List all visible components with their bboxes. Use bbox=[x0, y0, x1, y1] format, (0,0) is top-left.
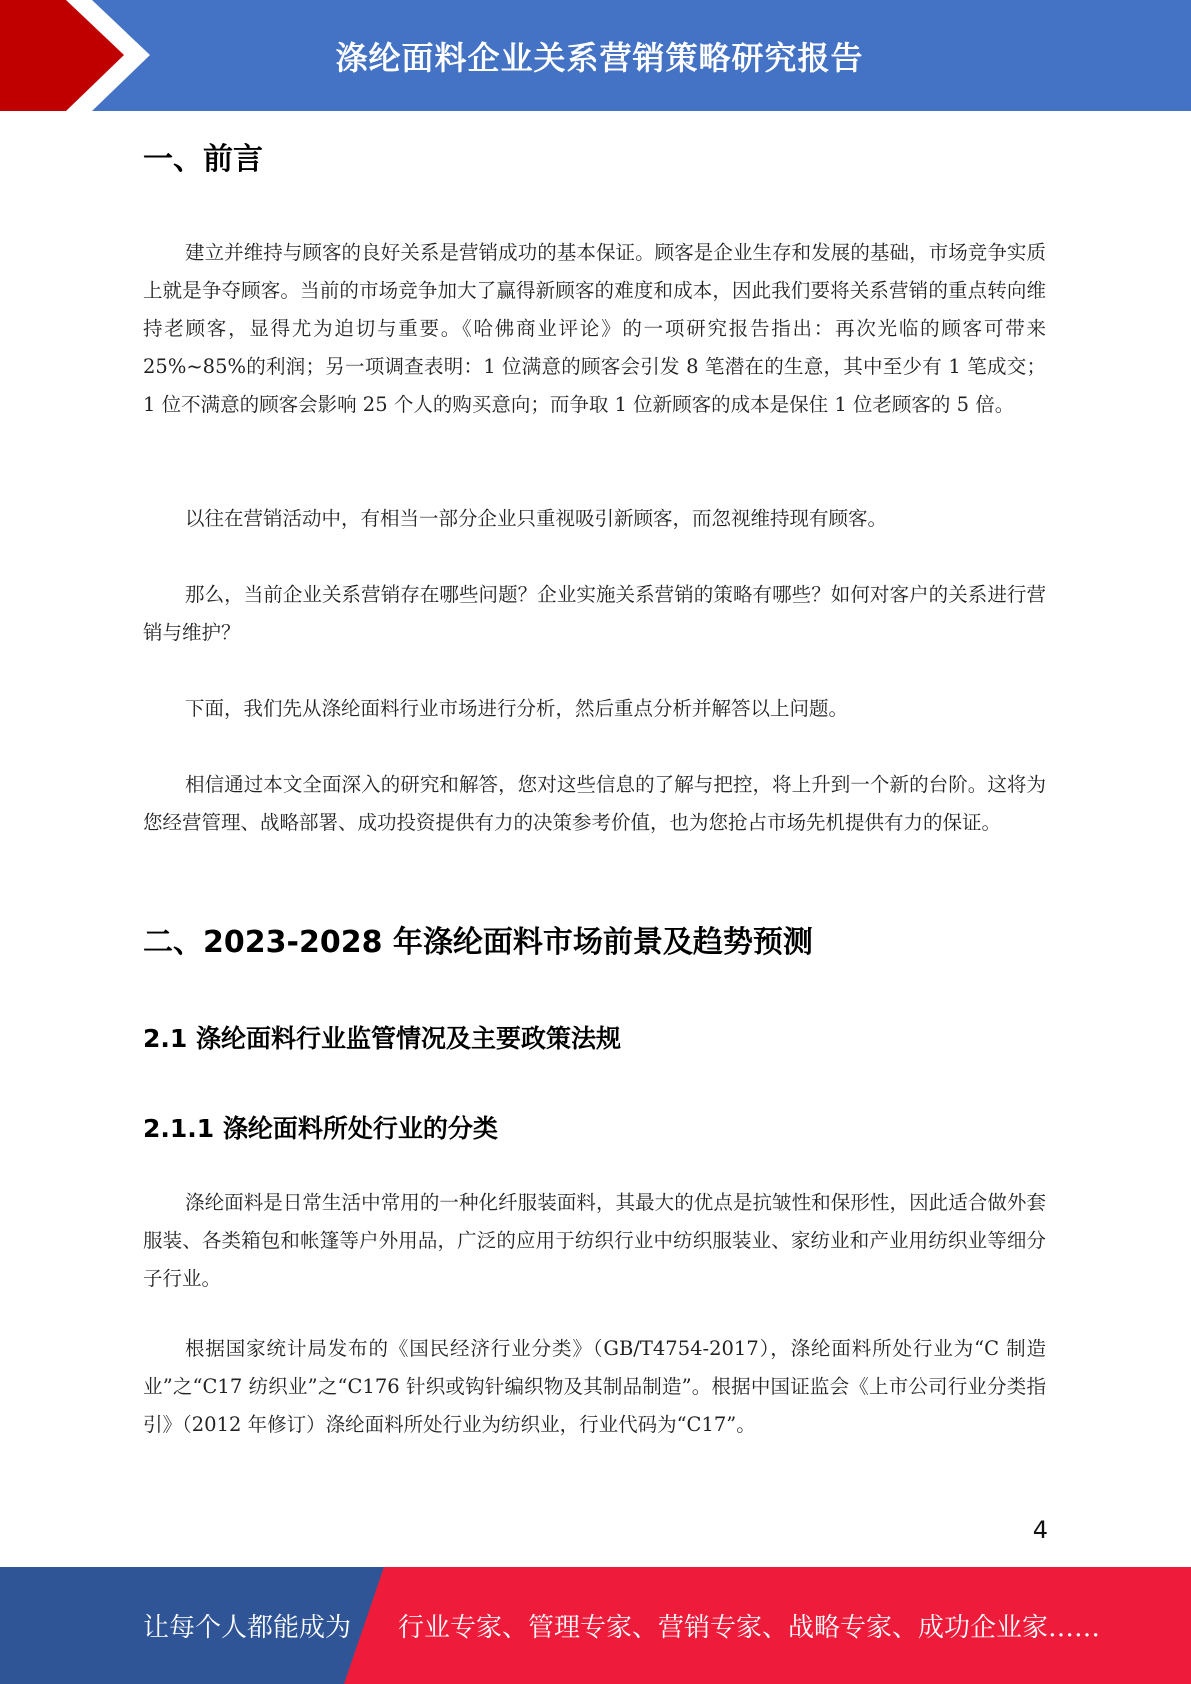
paragraph: 下面，我们先从涤纶面料行业市场进行分析，然后重点分析并解答以上问题。 bbox=[185, 697, 849, 720]
section-1-body-3 bbox=[143, 576, 1046, 652]
footer-slogan-right: 行业专家、管理专家、营销专家、战略专家、成功企业家…… bbox=[398, 1613, 1101, 1643]
paragraph: 建立并维持与顾客的良好关系是营销成功的基本保证。顾客是企业生存和发展的基础，市场竞争实质上就是争夺顾客。当前的市场竞争加大了赢得新顾客的难度和成本，因此我们要将关系营销的重点转向维持老顾客，显得尤为迫切与重要。《哈佛商业评论》的一项研究报告指出：再次光临的顾客可带来 25%~85%的利润；另一项调查表明：1 位满意的顾客会引发 8 笔潜在的生意，其中至少有 1 笔成交；1 位不满意的顾客会影响 25 个人的购买意向；而争取 1 位新顾客的成本是保住 1 位老顾客的 5 倍。 bbox=[143, 241, 1046, 416]
section-2-heading-wrap bbox=[143, 925, 1046, 961]
footer-slogan-left: 让每个人都能成为 bbox=[143, 1613, 352, 1643]
subsection-2-1-1-body-2 bbox=[143, 1330, 1046, 1444]
section-1-heading-wrap bbox=[143, 142, 1046, 178]
section-heading-market-forecast: 二、2023-2028 年涤纶面料市场前景及趋势预测 bbox=[143, 925, 813, 960]
subsection-2-1-1-wrap bbox=[143, 1114, 1046, 1144]
paragraph: 那么，当前企业关系营销存在哪些问题？企业实施关系营销的策略有哪些？如何对客户的关系进行营销与维护？ bbox=[143, 583, 1046, 644]
footer-band bbox=[0, 1567, 1191, 1684]
paragraph: 涤纶面料是日常生活中常用的一种化纤服装面料，其最大的优点是抗皱性和保形性，因此适合做外套服装、各类箱包和帐篷等户外用品，广泛的应用于纺织行业中纺织服装业、家纺业和产业用纺织业等细分子行业。 bbox=[143, 1191, 1046, 1290]
page-number: 4 bbox=[1032, 1516, 1048, 1544]
header-band bbox=[0, 0, 1191, 111]
paragraph: 根据国家统计局发布的《国民经济行业分类》（GB/T4754-2017），涤纶面料所处行业为“C 制造业”之“C17 纺织业”之“C176 针织或钩针编织物及其制品制造”。根据中国证监会《上市公司行业分类指引》（2012 年修订）涤纶面料所处行业为纺织业，行业代码为“C17”。 bbox=[143, 1337, 1046, 1436]
subsection-2-1-1-body bbox=[143, 1184, 1046, 1298]
section-1-body-5 bbox=[143, 766, 1046, 842]
section-1-body-2 bbox=[143, 500, 1046, 538]
subsection-heading-industry-classification: 2.1.1 涤纶面料所处行业的分类 bbox=[143, 1114, 498, 1143]
report-title: 涤纶面料企业关系营销策略研究报告 bbox=[335, 38, 864, 77]
section-heading-preface: 一、前言 bbox=[143, 142, 263, 177]
subsection-2-1-wrap bbox=[143, 1024, 1046, 1054]
paragraph: 相信通过本文全面深入的研究和解答，您对这些信息的了解与把控，将上升到一个新的台阶。这将为您经营管理、战略部署、成功投资提供有力的决策参考价值，也为您抢占市场先机提供有力的保证。 bbox=[143, 773, 1046, 834]
subsection-heading-regulation: 2.1 涤纶面料行业监管情况及主要政策法规 bbox=[143, 1024, 621, 1053]
paragraph: 以往在营销活动中，有相当一部分企业只重视吸引新顾客，而忽视维持现有顾客。 bbox=[185, 507, 888, 530]
section-1-body bbox=[143, 234, 1046, 424]
section-1-body-4 bbox=[143, 690, 1046, 728]
